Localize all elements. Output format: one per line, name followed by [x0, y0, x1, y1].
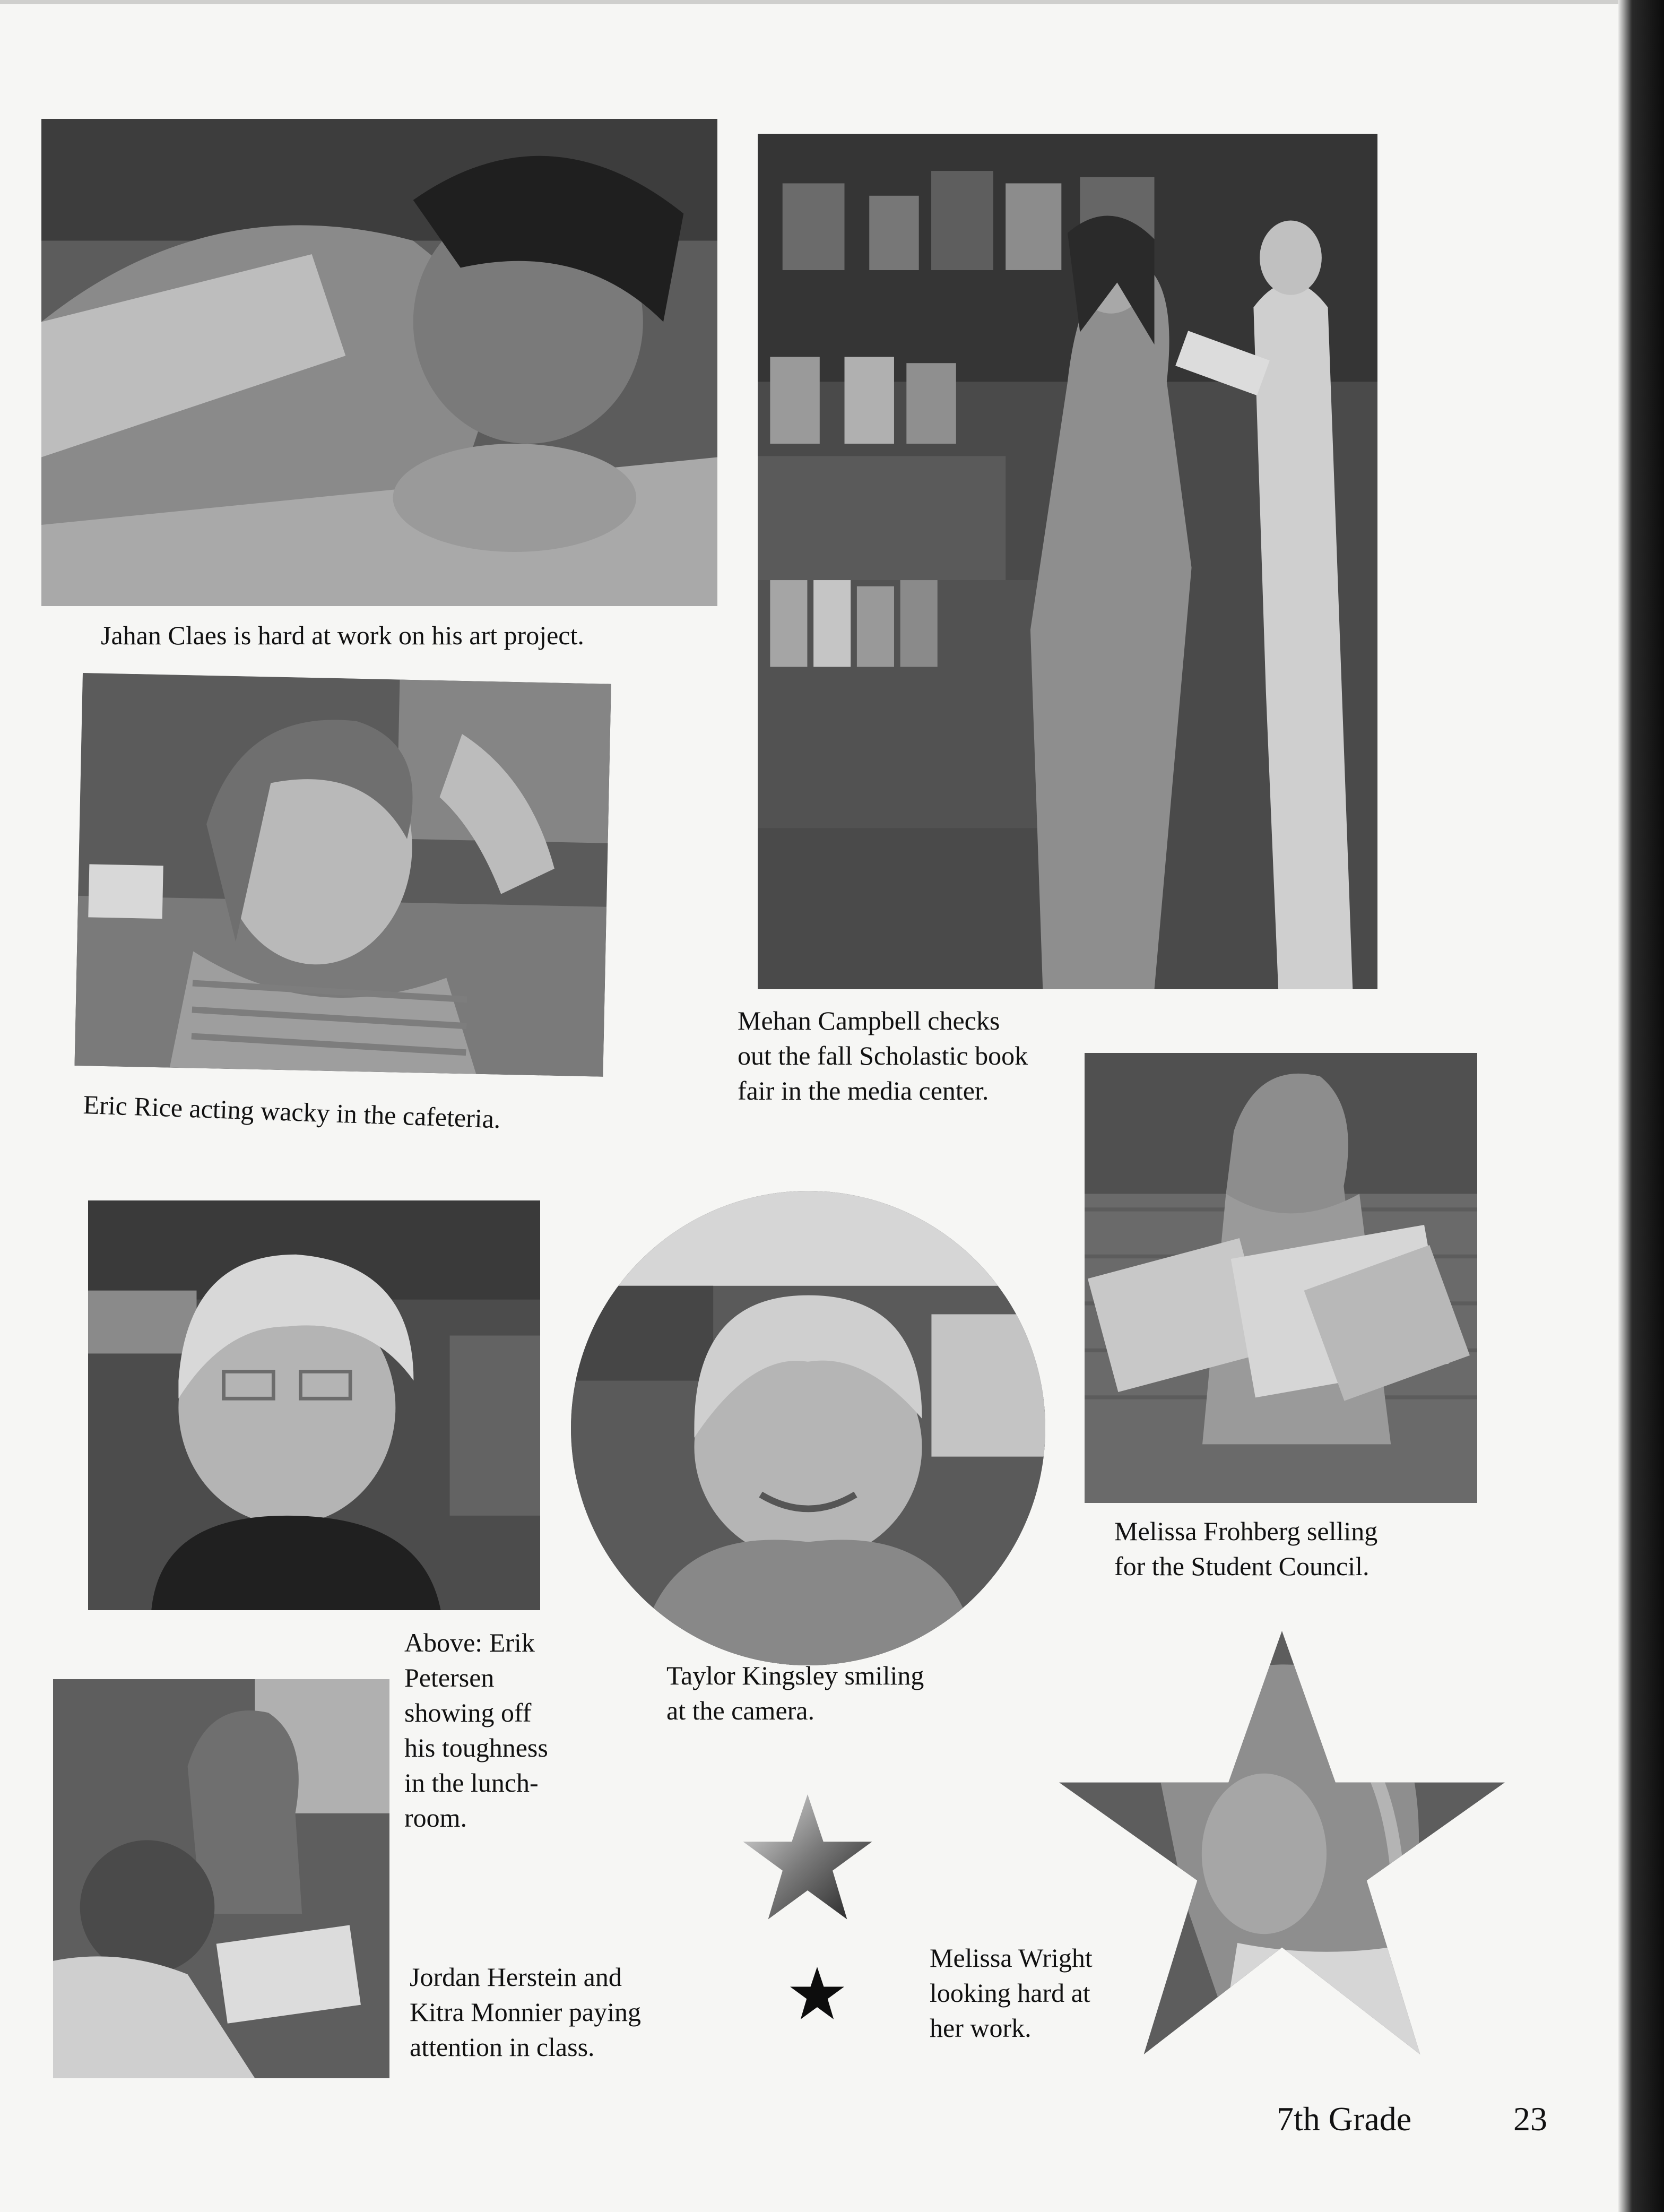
- caption-taylor-line2: at the camera.: [666, 1696, 814, 1725]
- caption-erik-line3: showing off: [404, 1698, 532, 1727]
- photo-mehan-campbell: [758, 134, 1377, 989]
- photo-taylor-kingsley: [571, 1191, 1045, 1665]
- photo-jahan-claes: [41, 119, 717, 606]
- caption-eric-rice: Eric Rice acting wacky in the cafeteria.: [82, 1089, 501, 1134]
- caption-jahan-claes: Jahan Claes is hard at work on his art project.: [101, 620, 584, 650]
- section-label: 7th Grade: [1277, 2100, 1412, 2138]
- photo-melissa-wright: [1059, 1630, 1505, 2055]
- caption-melissa-frohberg-line2: for the Student Council.: [1114, 1551, 1370, 1581]
- photo-melissa-frohberg: [1085, 1053, 1477, 1503]
- page-number: 23: [1513, 2100, 1547, 2138]
- photo-jordan-herstein-kitra-monnier: [53, 1679, 389, 2078]
- caption-erik-line6: room.: [404, 1803, 467, 1833]
- photo-erik-petersen: [88, 1200, 540, 1610]
- caption-taylor-line1: Taylor Kingsley smiling: [666, 1661, 924, 1690]
- caption-erik-line1: Above: Erik: [404, 1628, 535, 1657]
- caption-mehan-campbell-line1: Mehan Campbell checks: [738, 1006, 1000, 1035]
- caption-melissa-wright-line3: her work.: [930, 2013, 1032, 2043]
- caption-jordan-line1: Jordan Herstein and: [410, 1962, 622, 1992]
- black-star-icon: [788, 1966, 846, 2021]
- photo-eric-rice: [75, 673, 611, 1077]
- caption-jordan-line3: attention in class.: [410, 2032, 595, 2062]
- gradient-star-icon: [742, 1791, 873, 1924]
- caption-jordan-line2: Kitra Monnier paying: [410, 1997, 642, 2027]
- caption-mehan-campbell-line2: out the fall Scholastic book: [738, 1041, 1028, 1070]
- caption-melissa-frohberg-line1: Melissa Frohberg selling: [1114, 1516, 1378, 1546]
- caption-erik-line5: in the lunch-: [404, 1768, 539, 1798]
- caption-melissa-wright-line2: looking hard at: [930, 1978, 1090, 2008]
- caption-erik-line4: his toughness: [404, 1733, 548, 1762]
- page-binding-edge: [1618, 0, 1664, 2212]
- caption-mehan-campbell-line3: fair in the media center.: [738, 1076, 989, 1105]
- top-edge: [0, 0, 1618, 4]
- caption-erik-line2: Petersen: [404, 1663, 495, 1692]
- caption-melissa-wright-line1: Melissa Wright: [930, 1943, 1093, 1973]
